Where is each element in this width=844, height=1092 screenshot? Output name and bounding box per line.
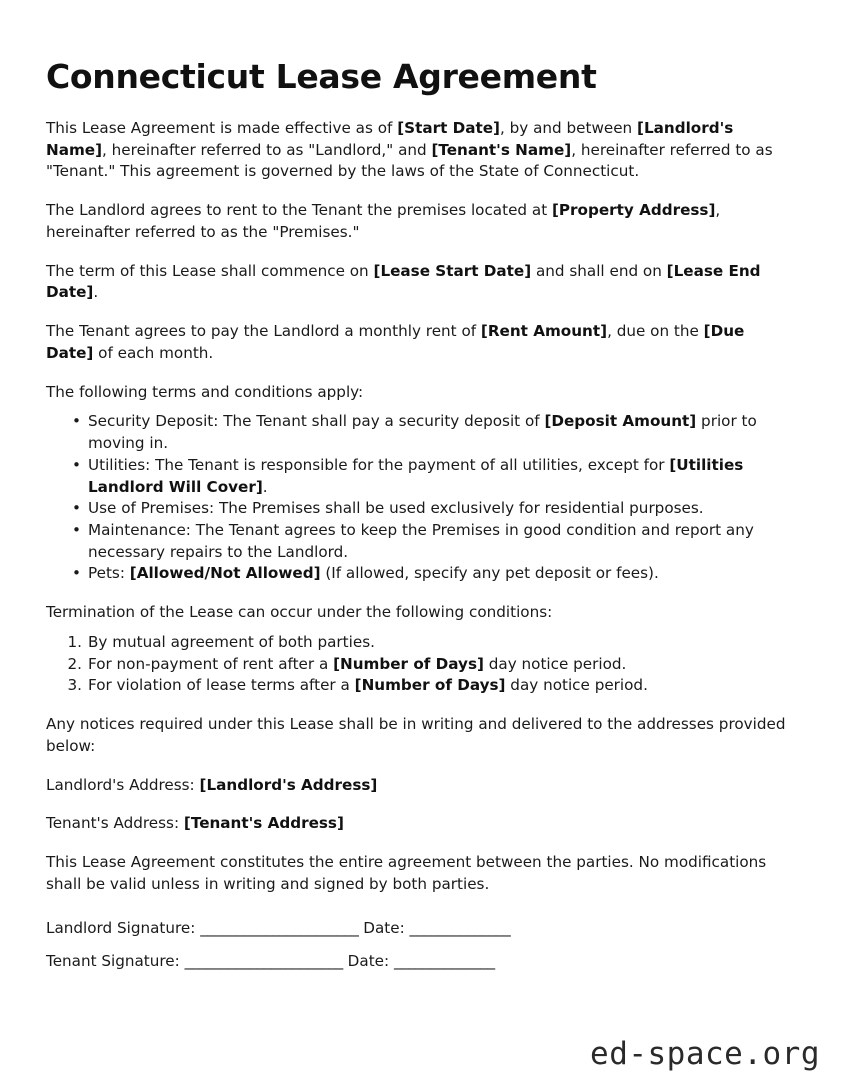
term-text-2: and shall end on <box>531 261 667 280</box>
termination-intro: Termination of the Lease can occur under the following conditions: <box>46 603 553 622</box>
tenant-date-rule: ______________ <box>393 952 495 971</box>
field-tenant-name: [Tenant's Name] <box>431 140 572 159</box>
field-tenant-address: [Tenant's Address] <box>183 814 344 833</box>
paragraph-intro <box>46 118 795 183</box>
rent-text-2: , due on the <box>607 322 704 341</box>
paragraph-premises <box>46 200 795 243</box>
term-item-text-1: Utilities: The Tenant is responsible for the payment of all utilities, except for <box>88 455 670 474</box>
field-landlord-address: [Landlord's Address] <box>199 775 378 794</box>
paragraph-rent <box>46 321 795 364</box>
term-item-text-2: (If allowed, specify any pet deposit or fees). <box>320 564 659 583</box>
intro-text-1: This Lease Agreement is made effective as of <box>46 118 398 137</box>
field-utilities-landlord-will-cover: [Utilities Landlord Will Cover] <box>88 455 744 496</box>
intro-text-2: , by and between <box>500 118 638 137</box>
term-item-text-2: . <box>262 477 268 496</box>
term-item-text-1: Maintenance: The Tenant agrees to keep the Premises in good condition and report any necessary repairs to the Landlord. <box>88 520 754 561</box>
list-item <box>46 654 795 676</box>
term-item-text-2: prior to moving in. <box>88 412 757 453</box>
list-item <box>46 455 795 498</box>
field-rent-amount: [Rent Amount] <box>480 322 608 341</box>
field-landlord-name: [Landlord's Name] <box>46 118 734 159</box>
field-lease-end-date: [Lease End Date] <box>46 261 761 302</box>
premises-text-1: The Landlord agrees to rent to the Tenant the premises located at <box>46 201 552 220</box>
landlord-signature-label: Landlord Signature: <box>46 918 201 937</box>
term-text-1: The term of this Lease shall commence on <box>46 261 374 280</box>
tenant-signature-rule: ______________________ <box>184 952 343 971</box>
tenant-signature-label: Tenant Signature: <box>46 952 185 971</box>
paragraph-entire-agreement: This Lease Agreement constitutes the entire agreement between the parties. No modifications shall be valid unless in writing and signed by both parties. <box>46 853 767 893</box>
termination-list <box>46 632 795 697</box>
list-item <box>46 520 795 563</box>
tenant-signature-line <box>46 951 795 973</box>
field-start-date: [Start Date] <box>397 118 500 137</box>
field-pets-allowed: [Allowed/Not Allowed] <box>129 564 321 583</box>
tenant-date-label: Date: <box>342 952 394 971</box>
list-item <box>46 563 795 585</box>
field-due-date: [Due Date] <box>46 322 745 362</box>
term-item-text-1: Pets: <box>88 564 130 583</box>
field-deposit-amount: [Deposit Amount] <box>544 412 697 431</box>
list-item <box>46 498 795 520</box>
intro-text-3: , hereinafter referred to as "Landlord," and <box>102 140 432 159</box>
landlord-address-label: Landlord's Address: <box>46 775 200 794</box>
landlord-address-line <box>46 775 795 797</box>
term-item-text-1: Security Deposit: The Tenant shall pay a security deposit of <box>88 412 545 431</box>
list-item <box>46 411 795 454</box>
field-number-of-days: [Number of Days] <box>333 654 484 673</box>
field-lease-start-date: [Lease Start Date] <box>373 261 532 280</box>
termination-item-text-1: For violation of lease terms after a <box>88 676 355 695</box>
landlord-date-label: Date: <box>358 918 410 937</box>
rent-text-1: The Tenant agrees to pay the Landlord a monthly rent of <box>46 322 481 341</box>
page-title: Connecticut Lease Agreement <box>46 57 597 96</box>
landlord-signature-rule: ______________________ <box>200 918 359 937</box>
termination-item-text-1: By mutual agreement of both parties. <box>88 632 375 651</box>
footer-watermark: ed-space.org <box>590 1036 820 1072</box>
landlord-date-rule: ______________ <box>409 918 511 937</box>
rent-text-3: of each month. <box>93 343 214 362</box>
list-item <box>46 632 795 654</box>
term-text-3: . <box>93 283 99 302</box>
premises-text-2: , hereinafter referred to as the "Premises." <box>46 201 721 241</box>
tenant-address-line <box>46 813 795 835</box>
list-item <box>46 675 795 697</box>
termination-item-text-1: For non-payment of rent after a <box>88 654 334 673</box>
intro-text-4: , hereinafter referred to as "Tenant." This agreement is governed by the laws of the State of Connecticut. <box>46 140 773 181</box>
field-property-address: [Property Address] <box>551 201 716 220</box>
landlord-signature-line <box>46 918 795 940</box>
termination-item-text-2: day notice period. <box>483 654 627 673</box>
paragraph-term <box>46 261 795 304</box>
termination-item-text-2: day notice period. <box>505 676 648 695</box>
tenant-address-label: Tenant's Address: <box>46 814 184 833</box>
terms-list <box>46 411 795 585</box>
paragraph-notices: Any notices required under this Lease shall be in writing and delivered to the addresses provided below: <box>46 715 786 755</box>
term-item-text-1: Use of Premises: The Premises shall be used exclusively for residential purposes. <box>88 499 704 518</box>
terms-intro: The following terms and conditions apply: <box>46 382 364 401</box>
field-number-of-days: [Number of Days] <box>354 676 506 695</box>
